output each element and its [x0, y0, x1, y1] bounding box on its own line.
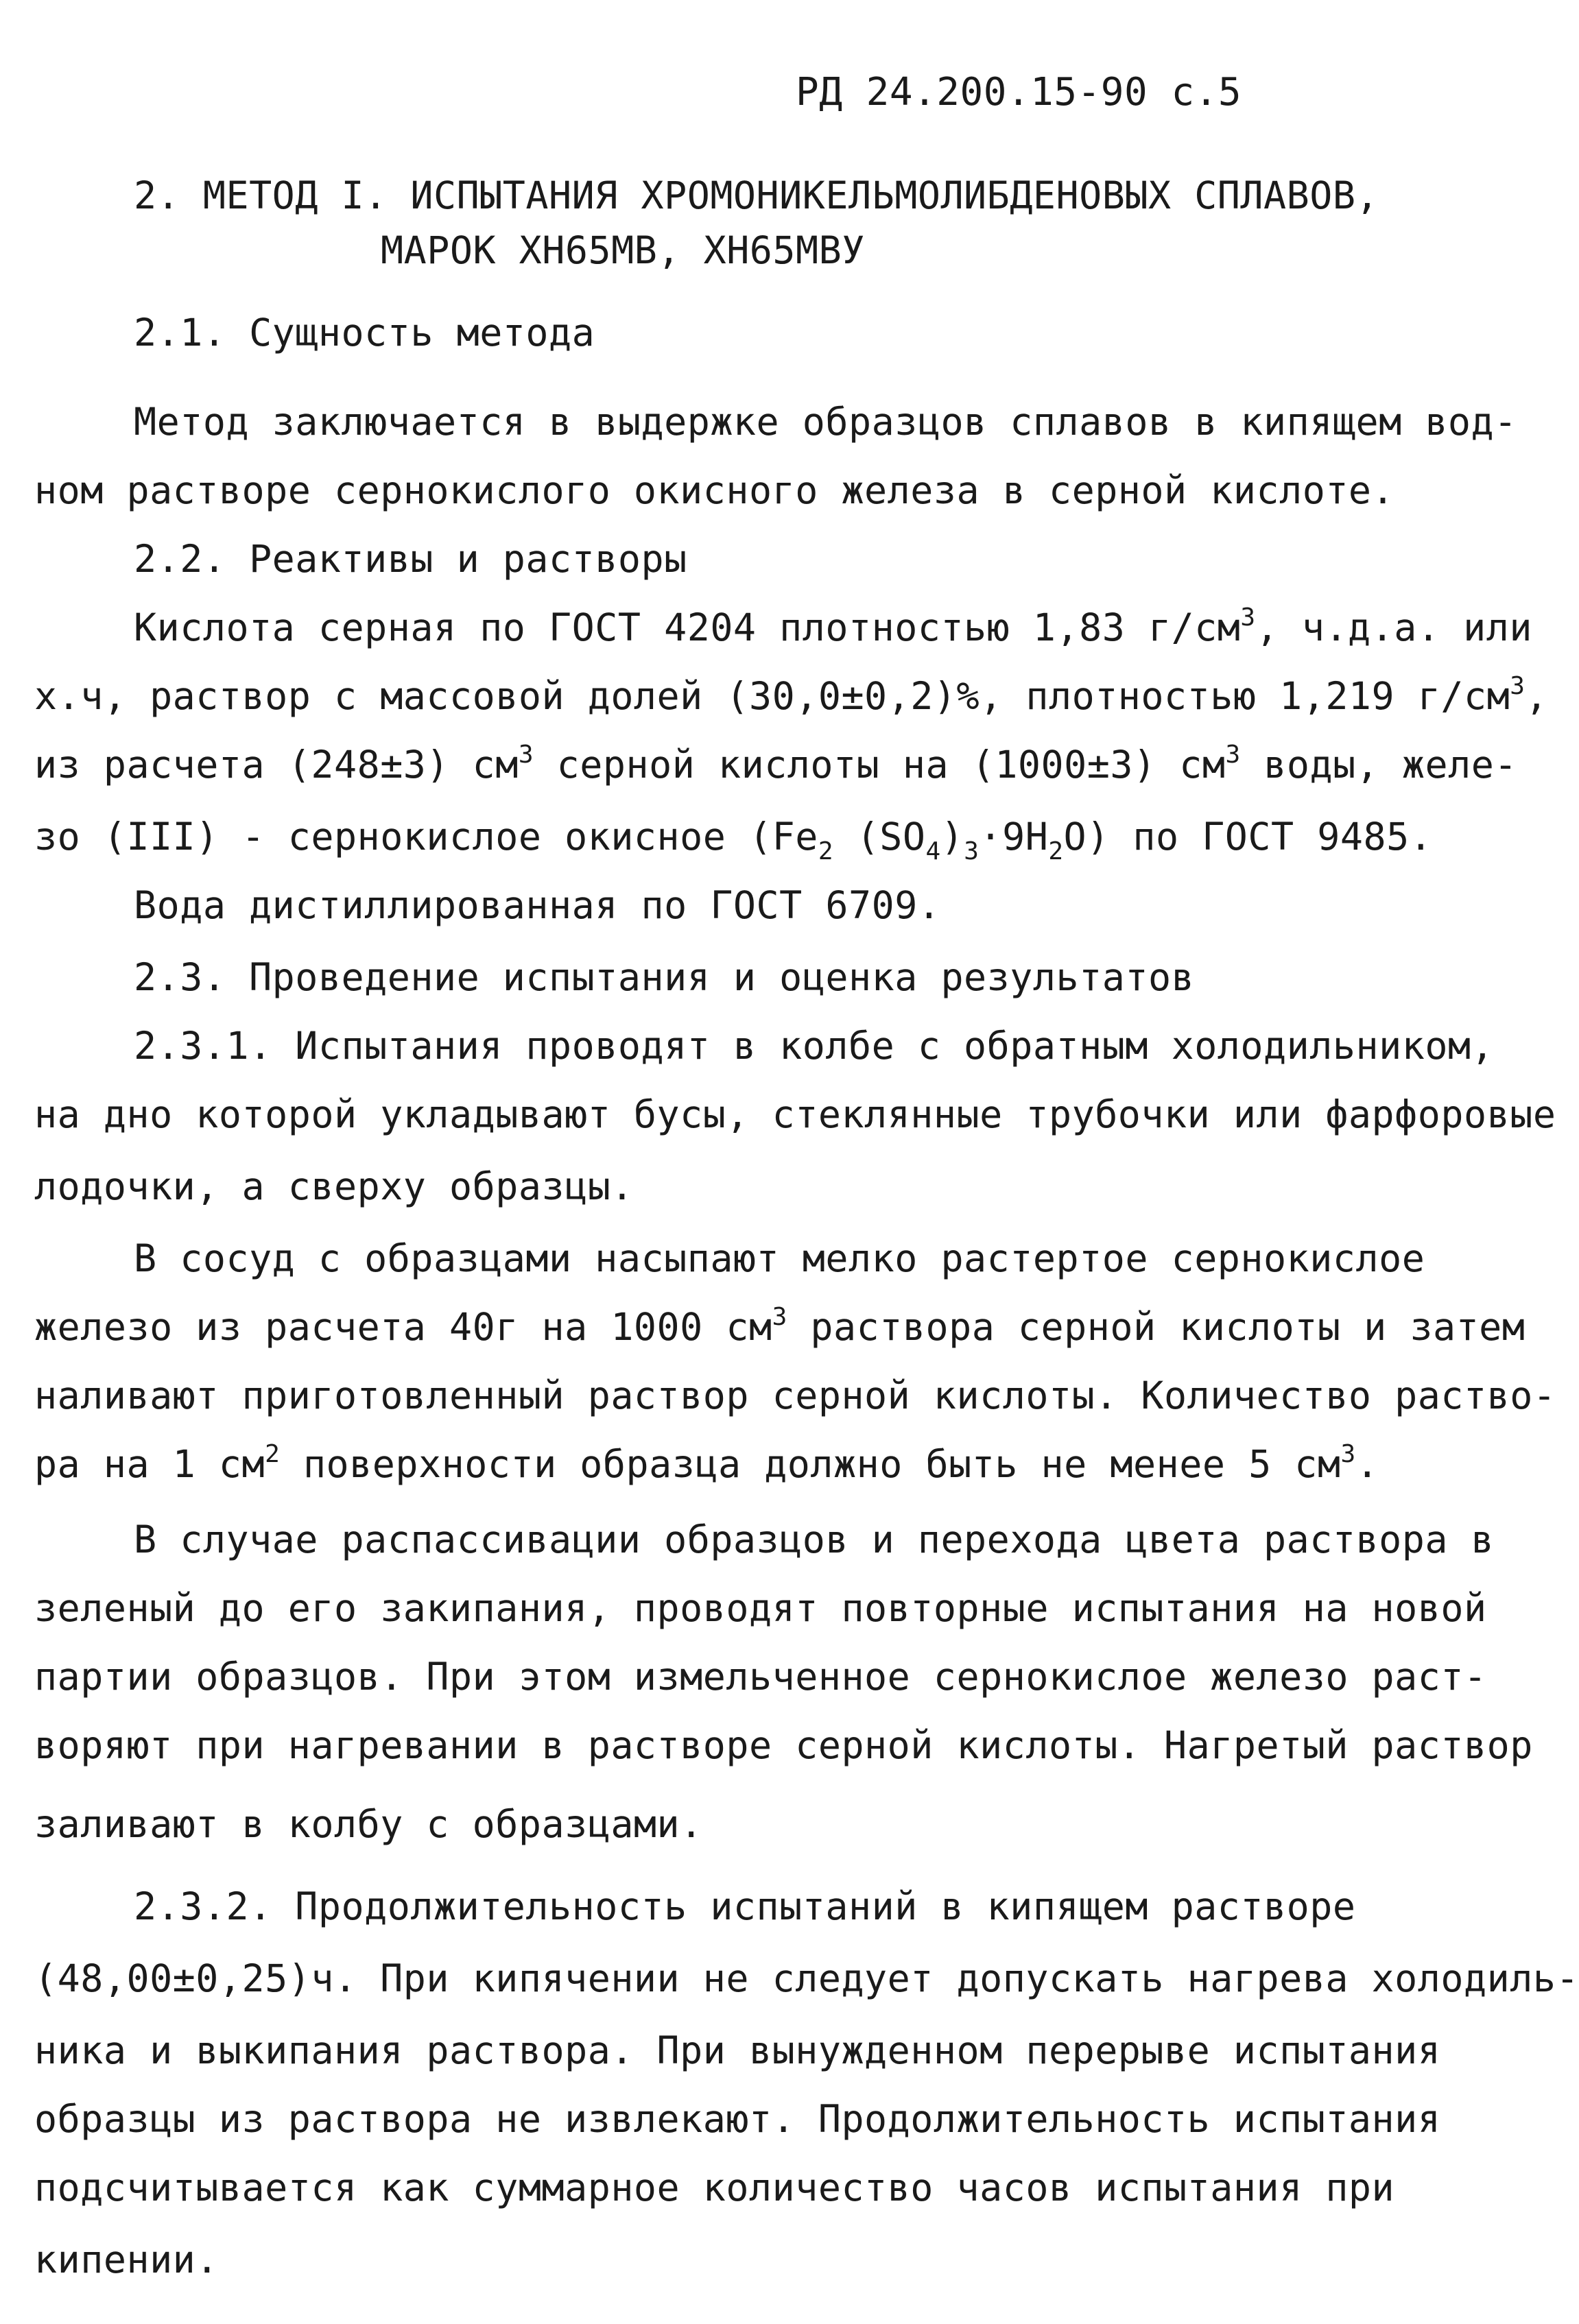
paragraph-line: образцы из раствора не извлекают. Продолжительность испытания — [34, 2097, 1441, 2141]
paragraph-line: ра на 1 $см^2$ поверхности образца должно быть не менее 5 $см^3$. — [34, 1440, 1379, 1486]
paragraph-line: (48,00±0,25)ч. При кипячении не следует допускать нагрева холодиль- — [34, 1956, 1579, 2000]
paragraph-line: на дно которой укладывают бусы, стеклянные трубочки или фарфоровые — [34, 1092, 1556, 1136]
paragraph-line: Кислота серная по ГОСТ 4204 плотностью 1,83 $г/см^3$, ч.д.а. или — [134, 603, 1532, 649]
paragraph-line: зеленый до его закипания, проводят повторные испытания на новой — [34, 1586, 1487, 1630]
subsection-title-2-2: 2.2. Реактивы и растворы — [134, 537, 687, 581]
paragraph-line: кипении. — [34, 2238, 219, 2281]
running-header: РД 24.200.15-90 с.5 — [796, 70, 1242, 115]
section-heading-line1: 2. МЕТОД I. ИСПЫТАНИЯ ХРОМОНИКЕЛЬМОЛИБДЕНОВЫХ СПЛАВОВ, — [134, 173, 1379, 217]
paragraph-line: зо (III) - сернокислое окисное ($Fe_2$ $(SO_4)_3\cdot 9H_2O$) по ГОСТ 9485. — [34, 815, 1433, 865]
paragraph-line: В сосуд с образцами насыпают мелко растертое сернокислое — [134, 1236, 1425, 1280]
paragraph-line: ном растворе сернокислого окисного железа в серной кислоте. — [34, 468, 1395, 512]
paragraph-line: из расчета (248±3) $см^3$ серной кислоты на (1000±3) $см^3$ воды, желе- — [34, 741, 1517, 787]
paragraph-line: лодочки, а сверху образцы. — [34, 1164, 634, 1208]
paragraph-line: заливают в колбу с образцами. — [34, 1802, 703, 1846]
section-heading-line2: МАРОК ХН65МВ, ХН65МВУ — [381, 228, 865, 272]
paragraph-line: В случае распассивации образцов и перехода цвета раствора в — [134, 1518, 1495, 1561]
paragraph-line: Метод заключается в выдержке образцов сплавов в кипящем вод- — [134, 400, 1517, 444]
paragraph-line: 2.3.1. Испытания проводят в колбе с обратным холодильником, — [134, 1024, 1495, 1068]
paragraph-line: подсчитывается как суммарное количество часов испытания при — [34, 2166, 1395, 2209]
paragraph-line: х.ч, раствор с массовой долей (30,0±0,2)%, плотностью 1,219 $г/см^3$, — [34, 672, 1549, 718]
subsection-title-2-1: 2.1. Сущность метода — [134, 311, 595, 355]
paragraph-line: Вода дистиллированная по ГОСТ 6709. — [134, 883, 941, 927]
paragraph-line: наливают приготовленный раствор серной кислоты. Количество раство- — [34, 1374, 1556, 1417]
paragraph-line: 2.3.2. Продолжительность испытаний в кипящем растворе — [134, 1884, 1356, 1928]
paragraph-line: партии образцов. При этом измельченное сернокислое железо раст- — [34, 1655, 1487, 1699]
paragraph-line: ника и выкипания раствора. При вынужденном перерыве испытания — [34, 2028, 1441, 2072]
subsection-title-2-3: 2.3. Проведение испытания и оценка результатов — [134, 955, 1195, 999]
paragraph-line: железо из расчета 40г на 1000 $см^3$ раствора серной кислоты и затем — [34, 1303, 1525, 1349]
paragraph-line: воряют при нагревании в растворе серной кислоты. Нагретый раствор — [34, 1723, 1533, 1767]
